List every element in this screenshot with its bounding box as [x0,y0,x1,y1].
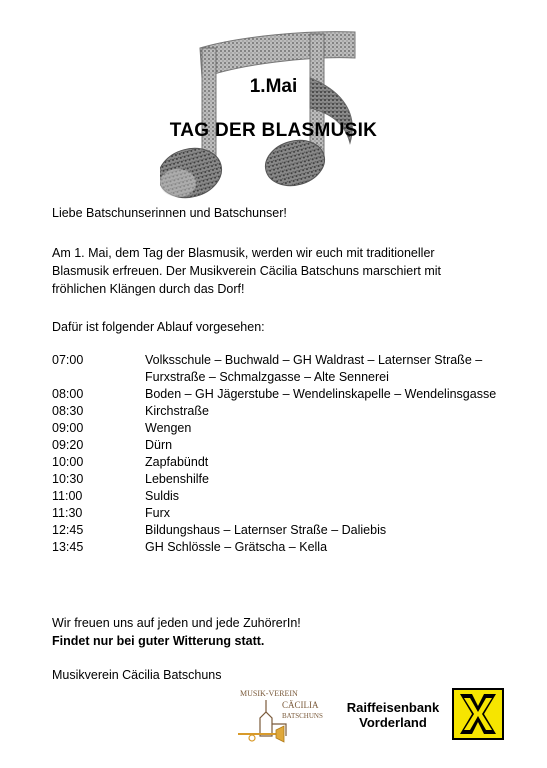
schedule-row [52,454,512,471]
mv-logo-text-1: MUSIK-VEREIN [240,689,298,698]
schedule-route: Boden – GH Jägerstube – Wendelinskapelle – Wendelinsgasse [145,387,497,401]
mv-logo-text-2: CÄCILIA [282,700,319,710]
schedule-row [52,539,512,556]
schedule-time: 08:30 [52,404,84,418]
raiffeisenbank-name [338,700,448,730]
intro-line: Am 1. Mai, dem Tag der Blasmusik, werden wir euch mit traditioneller [52,246,435,260]
schedule-time: 08:00 [52,387,84,401]
schedule-row [52,471,512,488]
schedule-route: Zapfabündt [145,455,209,469]
closing-text: Wir freuen uns auf jeden und jede ZuhörerIn! [52,616,301,630]
schedule-route: Kirchstraße [145,404,209,418]
schedule-row [52,437,512,454]
page-title: TAG DER BLASMUSIK [169,120,378,141]
schedule-time: 09:20 [52,438,84,452]
schedule-time: 13:45 [52,540,84,554]
schedule-list [52,352,512,556]
schedule-time: 09:00 [52,421,84,435]
schedule-time: 11:30 [52,506,83,520]
crossed-horses-icon [454,690,502,738]
schedule-intro: Dafür ist folgender Ablauf vorgesehen: [52,320,265,334]
schedule-time: 12:45 [52,523,84,537]
schedule-route: Dürn [145,438,173,452]
greeting: Liebe Batschunserinnen und Batschunser! [52,206,287,220]
schedule-row [52,488,512,505]
schedule-route: Furx [145,506,170,520]
schedule-row [52,522,512,539]
intro-line: fröhlichen Klängen durch das Dorf! [52,282,245,296]
schedule-row [52,505,512,522]
schedule-time: 11:00 [52,489,83,503]
signature: Musikverein Cäcilia Batschuns [52,668,222,682]
intro-paragraph [52,244,512,298]
schedule-row [52,420,512,437]
schedule-time: 10:30 [52,472,84,486]
schedule-route: Lebenshilfe [145,472,209,486]
schedule-route: GH Schlössle – Grätscha – Kella [145,540,328,554]
schedule-row [52,403,512,420]
schedule-row [52,386,512,403]
schedule-route: Bildungshaus – Laternser Straße – Daliebis [145,523,387,537]
raiffeisen-logo-icon [452,688,504,740]
intro-line: Blasmusik erfreuen. Der Musikverein Cäcilia Batschuns marschiert mit [52,264,442,278]
mv-logo-text-3: BATSCHUNS [282,712,323,720]
weather-note: Findet nur bei guter Witterung statt. [52,634,265,648]
bank-name-line: Vorderland [359,715,427,730]
schedule-row [52,352,512,386]
musikverein-logo [232,686,332,746]
bank-name-line: Raiffeisenbank [346,700,440,715]
schedule-route: Volksschule – Buchwald – GH Waldrast – Laternser Straße – Furxstraße – Schmalzgasse – Alte Sennerei [145,353,483,384]
header-date: 1.Mai [249,76,298,97]
schedule-time: 10:00 [52,455,84,469]
music-notes-icon [160,18,360,208]
schedule-route: Wengen [145,421,192,435]
schedule-route: Suldis [145,489,180,503]
schedule-time: 07:00 [52,353,84,367]
